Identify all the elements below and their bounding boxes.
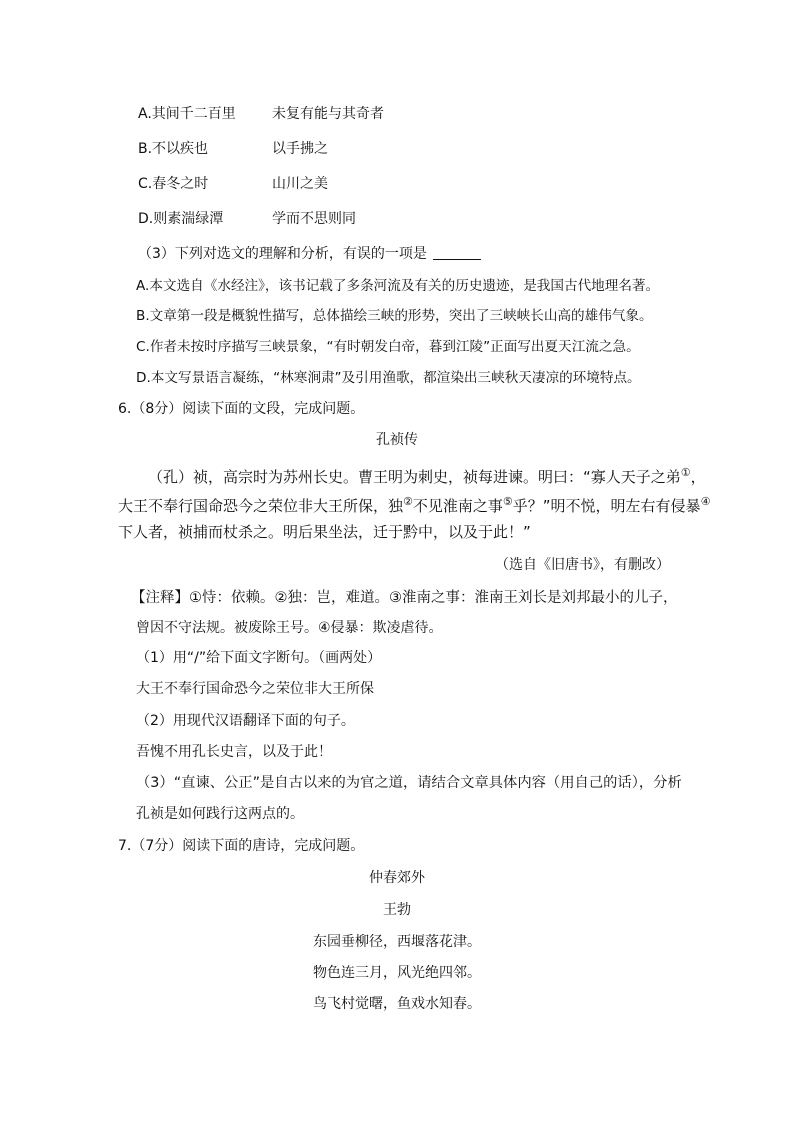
q7-poem-line-2: 物色连三月，风光绝四邻。 [313, 965, 481, 981]
answer-blank[interactable] [433, 245, 481, 260]
q6-passage-title: 孔祯传 [376, 432, 418, 448]
q5-option-a-left: A.其间千二百里 [138, 106, 236, 122]
q5-option-a [138, 104, 384, 124]
q5-option-c [138, 174, 328, 194]
q6-header: 6.（8分）阅读下面的文段，完成问题。 [118, 401, 365, 417]
q6-sub1-text: 大王不奉行国命恐今之荣位非大王所保 [136, 681, 374, 697]
q6-source: （选自《旧唐书》，有删改） [495, 557, 670, 573]
q5-option-d-right: 学而不思则同 [272, 211, 356, 227]
passage-text: ， [690, 468, 706, 486]
q5-option-d-left: D.则素湍绿潭 [138, 211, 224, 227]
q6-sub3-line-2: 孔祯是如何践行这两点的。 [136, 806, 304, 822]
footnote-marker-1: ① [680, 466, 691, 479]
q5-sub3-prompt [138, 244, 481, 264]
footnote-marker-2: ② [403, 495, 413, 508]
passage-text: 不见淮南之事 [412, 497, 503, 515]
q6-sub2-prompt: （2）用现代汉语翻译下面的句子。 [136, 713, 355, 729]
q5-sub3-prompt-text: （3）下列对选文的理解和分析，有误的一项是 [138, 246, 427, 262]
q6-sub1-prompt: （1）用“/”给下面文字断句。（画两处） [136, 650, 382, 666]
q7-poem-line-1: 东园垂柳径，西堰落花津。 [313, 934, 481, 950]
passage-text: 乎？”明不悦，明左右有侵暴 [512, 497, 701, 515]
q5-sub3-choice-c: C.作者未按时序描写三峡景象，“有时朝发白帝，暮到江陵”正面写出夏天江流之急。 [136, 339, 640, 355]
q6-passage-line-2 [118, 492, 710, 516]
q5-sub3-choice-d: D.本文写景语言凝练，“林寒涧肃”及引用渔歌，都渲染出三峡秋天凄凉的环境特点。 [136, 370, 641, 386]
passage-text: 大王不奉行国命恐今之荣位非大王所保，独 [118, 497, 404, 515]
q5-sub3-choice-a: A.本文选自《水经注》，该书记载了多条河流及有关的历史遗迹，是我国古代地理名著。 [136, 278, 660, 294]
q6-sub3-line-1: （3）“直谏、公正”是自古以来的为官之道，请结合文章具体内容（用自己的话），分析 [136, 775, 682, 791]
q5-option-a-right: 未复有能与其奇者 [272, 106, 384, 122]
q6-notes-line-1: 【注释】①恃：依赖。②独：岂，难道。③淮南之事：淮南王刘长是刘邦最小的儿子， [131, 590, 678, 606]
q5-option-c-right: 山川之美 [272, 176, 328, 192]
q5-option-d [138, 209, 356, 229]
q7-header: 7.（7分）阅读下面的唐诗，完成问题。 [118, 838, 365, 854]
passage-text: （孔）祯，高宗时为苏州长史。曹王明为刺史，祯每进谏。明曰：“寡人天子之弟 [148, 468, 681, 486]
q6-notes-line-2: 曾因不守法规。被废除王号。④侵暴：欺凌虐待。 [136, 620, 443, 636]
q6-passage-line-1 [148, 463, 706, 487]
q5-option-c-left: C.春冬之时 [138, 176, 209, 192]
q6-sub2-text: 吾愧不用孔长史言，以及于此！ [136, 744, 332, 760]
q5-option-b-right: 以手拂之 [272, 141, 328, 157]
q5-option-b-left: B.不以疾也 [138, 141, 209, 157]
footnote-marker-4: ④ [700, 495, 711, 508]
footnote-marker-3: ⑤ [502, 495, 513, 508]
q7-poem-title: 仲春郊外 [369, 870, 425, 886]
q6-passage-line-3: 下人者，祯捕而杖杀之。明后果坐法，迁于黔中，以及于此！” [118, 523, 531, 541]
q5-sub3-choice-b: B.文章第一段是概貌性描写，总体描绘三峡的形势，突出了三峡峡长山高的雄伟气象。 [136, 308, 653, 324]
q7-poem-author: 王勃 [383, 902, 411, 918]
q5-option-b [138, 139, 328, 159]
q7-poem-line-3: 鸟飞村觉曙，鱼戏水知春。 [313, 996, 481, 1012]
